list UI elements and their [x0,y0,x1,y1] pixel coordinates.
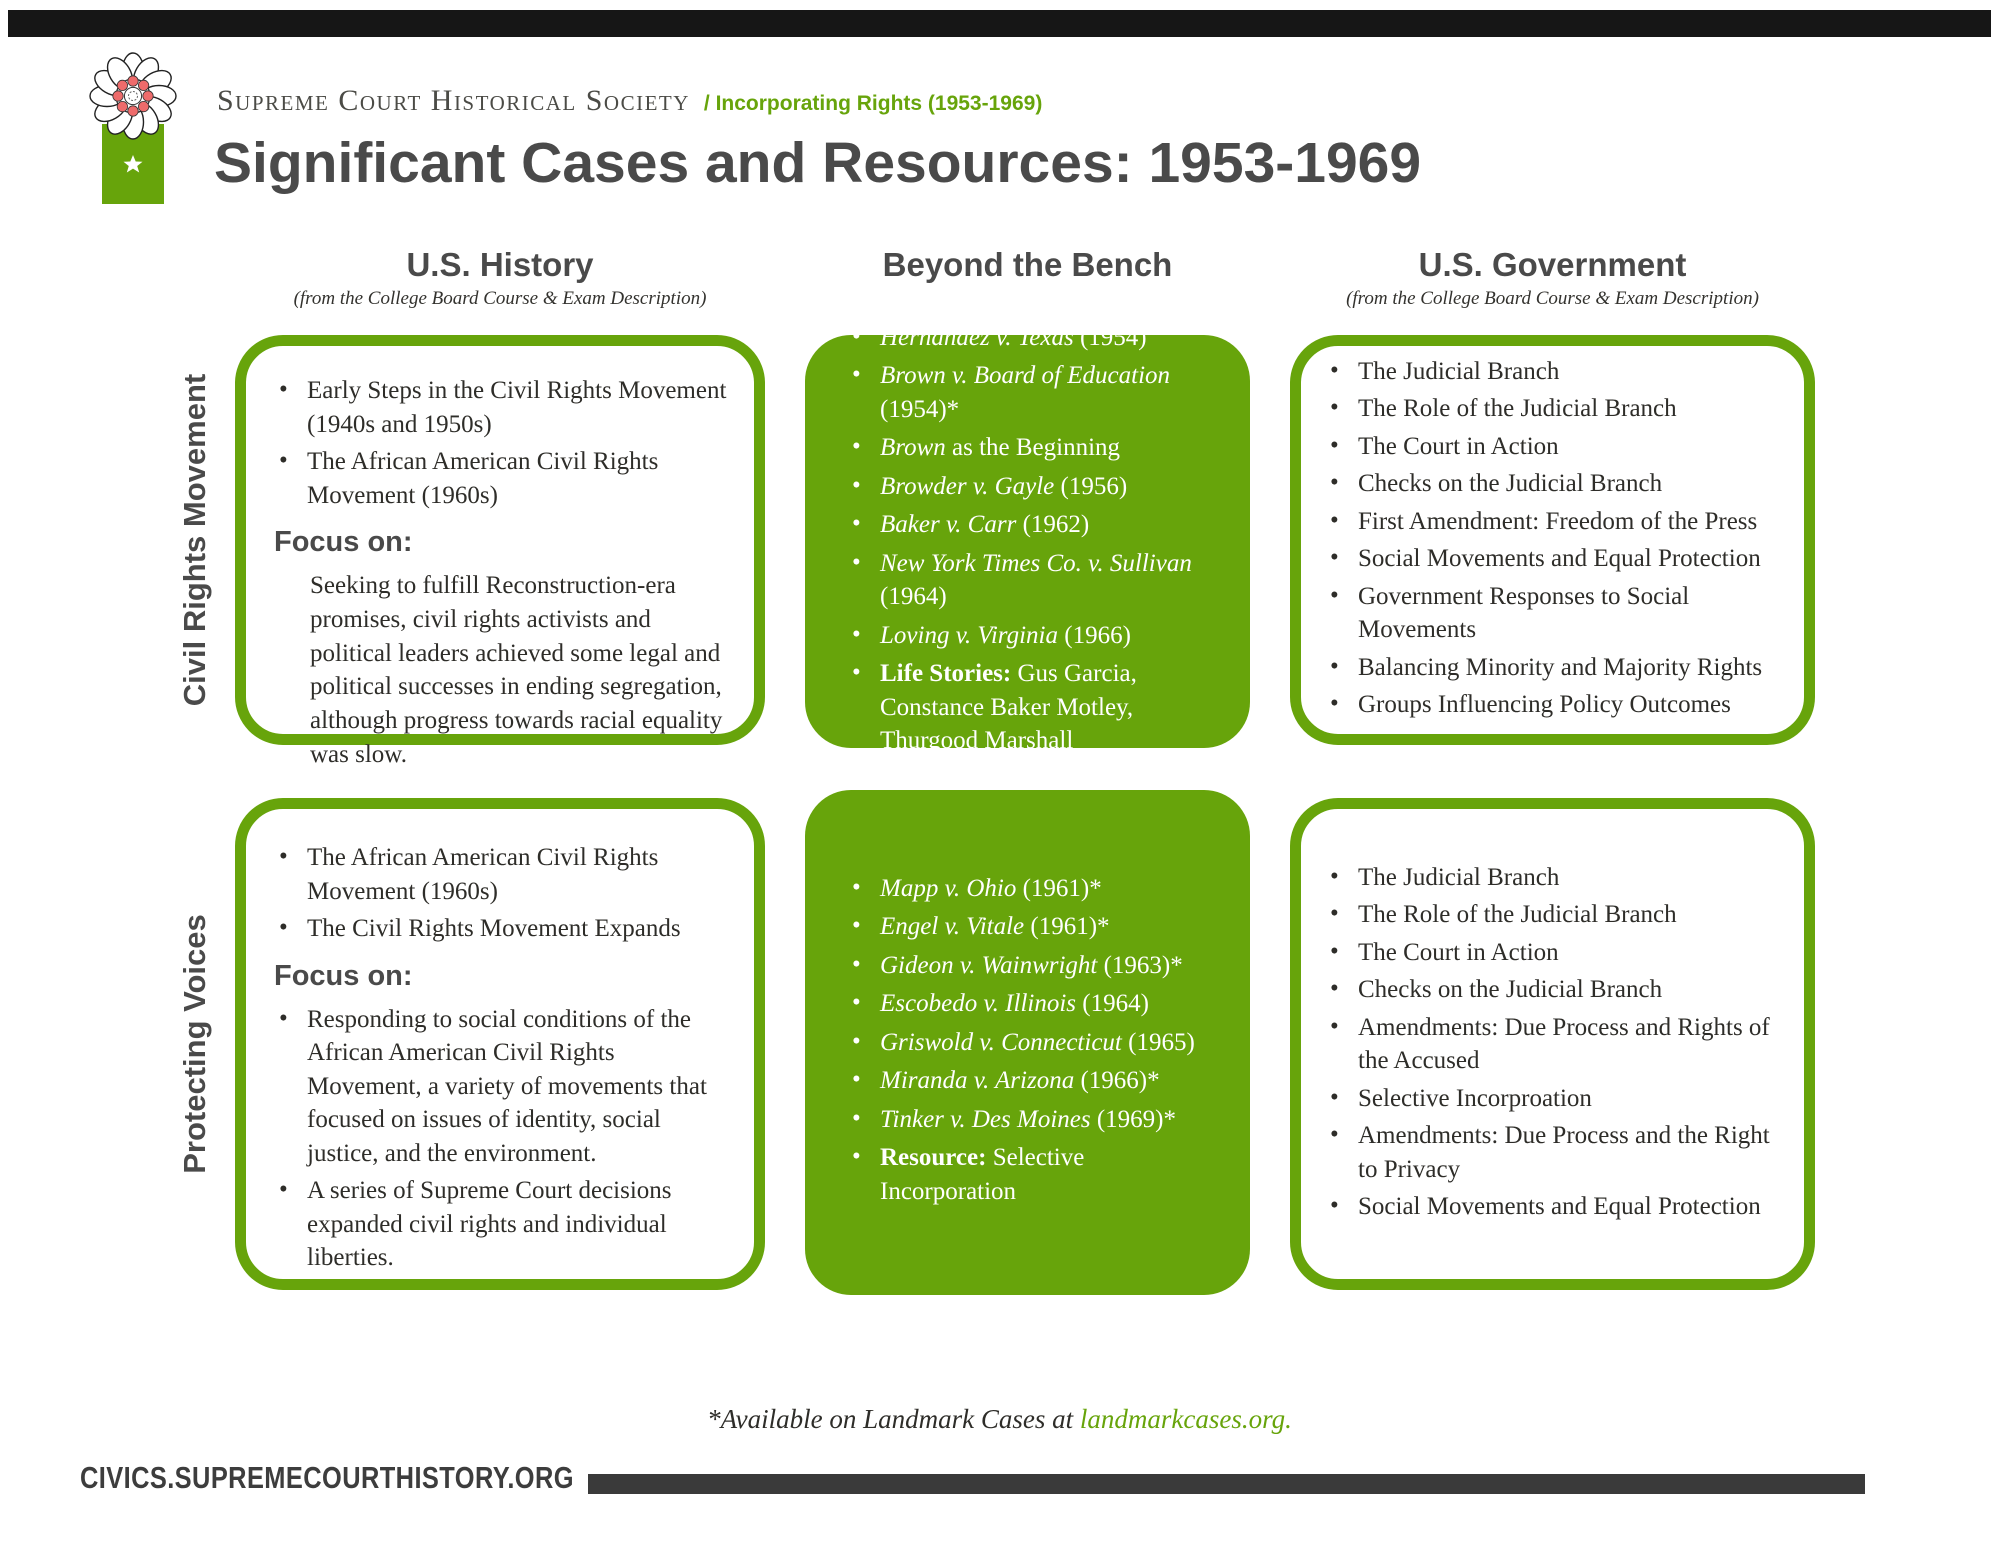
page-title: Significant Cases and Resources: 1953-1969 [214,131,1422,195]
box-history-civil-rights [235,335,765,768]
focus-on-heading: Focus on: [274,526,413,558]
box-beyond-protecting-voices [805,790,1250,1295]
list-item: • Responding to social conditions of the African American Civil Rights Movement, a variety of movements that focused on issues of identity, social justice, and the environment. [274,1003,728,1171]
case-item: • Engel v. Vitale (1961)* [847,910,1218,944]
list-item: • The Court in Action [1325,430,1784,464]
civics-site-url: CIVICS.SUPREMECOURTHISTORY.ORG [80,1460,574,1495]
case-item: • Brown v. Board of Education (1954)* [847,359,1218,426]
case-item: • Hernandez v. Texas (1954) [847,321,1218,355]
list-item: • Early Steps in the Civil Rights Movement (1940s and 1950s) [274,374,728,441]
case-item: • Baker v. Carr (1962) [847,508,1218,542]
list-item: • Checks on the Judicial Branch [1325,467,1784,501]
list-item: • Social Movements and Equal Protection [1325,1190,1784,1224]
focus-paragraph: Seeking to fulfill Reconstruction-era promises, civil rights activists and political leaders achieved some legal and political successes in ending segregation, although progress towards racial equality was slow. [310,572,723,768]
list-item: • The Role of the Judicial Branch [1325,898,1784,932]
history-bullet-list [274,374,728,512]
list-item: • The Judicial Branch [1325,355,1784,389]
history-bullet-list [274,841,728,946]
availability-footnote: *Available on Landmark Cases at landmarkcases.org. [707,1404,1292,1434]
case-item: • Griswold v. Connecticut (1965) [847,1026,1218,1060]
box-history-protecting-voices [235,798,765,1290]
bottom-bar [588,1474,1865,1494]
list-item: • The African American Civil Rights Movement (1960s) [274,445,728,512]
case-item: • Life Stories: Gus Garcia, Constance Baker Motley, Thurgood Marshall [847,657,1218,758]
list-item: • The Civil Rights Movement Expands [274,912,728,946]
list-item: • Government Responses to Social Movements [1325,580,1784,647]
case-item: • Tinker v. Des Moines (1969)* [847,1103,1218,1137]
list-item: • Selective Incorproation [1325,1082,1784,1116]
list-item: • Balancing Minority and Majority Rights [1325,651,1784,685]
row-label-protecting-voices: Protecting Voices [177,914,212,1174]
case-item: • Browder v. Gayle (1956) [847,470,1218,504]
row-label-civil-rights-movement: Civil Rights Movement [177,373,212,707]
box-beyond-civil-rights [805,323,1250,754]
case-item: • Loving v. Virginia (1966) [847,619,1218,653]
org-line [217,84,1042,118]
list-item: • Amendments: Due Process and Rights of the Accused [1325,1011,1784,1078]
case-item: • Miranda v. Arizona (1966)* [847,1064,1218,1098]
list-item: • Checks on the Judicial Branch [1325,973,1784,1007]
list-item: • The Role of the Judicial Branch [1325,392,1784,426]
top-black-bar [8,10,1991,37]
focus-on-heading: Focus on: [274,959,413,992]
case-item: • Resource: Selective Incorporation [847,1141,1218,1208]
column-header-us-government: U.S. Government (from the College Board Course & Exam Description) [1346,246,1759,309]
box-government-protecting-voices [1290,798,1815,1290]
list-item: • The Judicial Branch [1325,861,1784,895]
case-item: • Gideon v. Wainwright (1963)* [847,949,1218,983]
landmarkcases-link[interactable]: landmarkcases.org. [1079,1404,1292,1434]
schs-logo [88,52,178,212]
case-item: • Mapp v. Ohio (1961)* [847,872,1218,906]
list-item: • First Amendment: Freedom of the Press [1325,505,1784,539]
cases-list [847,872,1218,1214]
case-item: • New York Times Co. v. Sullivan (1964) [847,547,1218,614]
module-name: / Incorporating Rights (1953-1969) [703,92,1043,115]
list-item: • Social Movements and Equal Protection [1325,542,1784,576]
government-bullet-list [1325,355,1784,726]
focus-bullet-list [274,1003,728,1275]
list-item: • A series of Supreme Court decisions expanded civil rights and individual liberties. [274,1174,728,1275]
cases-list [847,321,1218,763]
column-header-us-history: U.S. History (from the College Board Course & Exam Description) [293,246,707,309]
list-item: • Amendments: Due Process and the Right to Privacy [1325,1119,1784,1186]
org-name: Supreme Court Historical Society [217,84,690,117]
list-item: • The Court in Action [1325,936,1784,970]
list-item: • The African American Civil Rights Movement (1960s) [274,841,728,908]
column-header-beyond-the-bench: Beyond the Bench [882,246,1173,283]
case-item: • Escobedo v. Illinois (1964) [847,987,1218,1021]
box-government-civil-rights [1290,335,1815,745]
case-item: • Brown as the Beginning [847,431,1218,465]
list-item: • Groups Influencing Policy Outcomes [1325,688,1784,722]
government-bullet-list [1325,861,1784,1228]
